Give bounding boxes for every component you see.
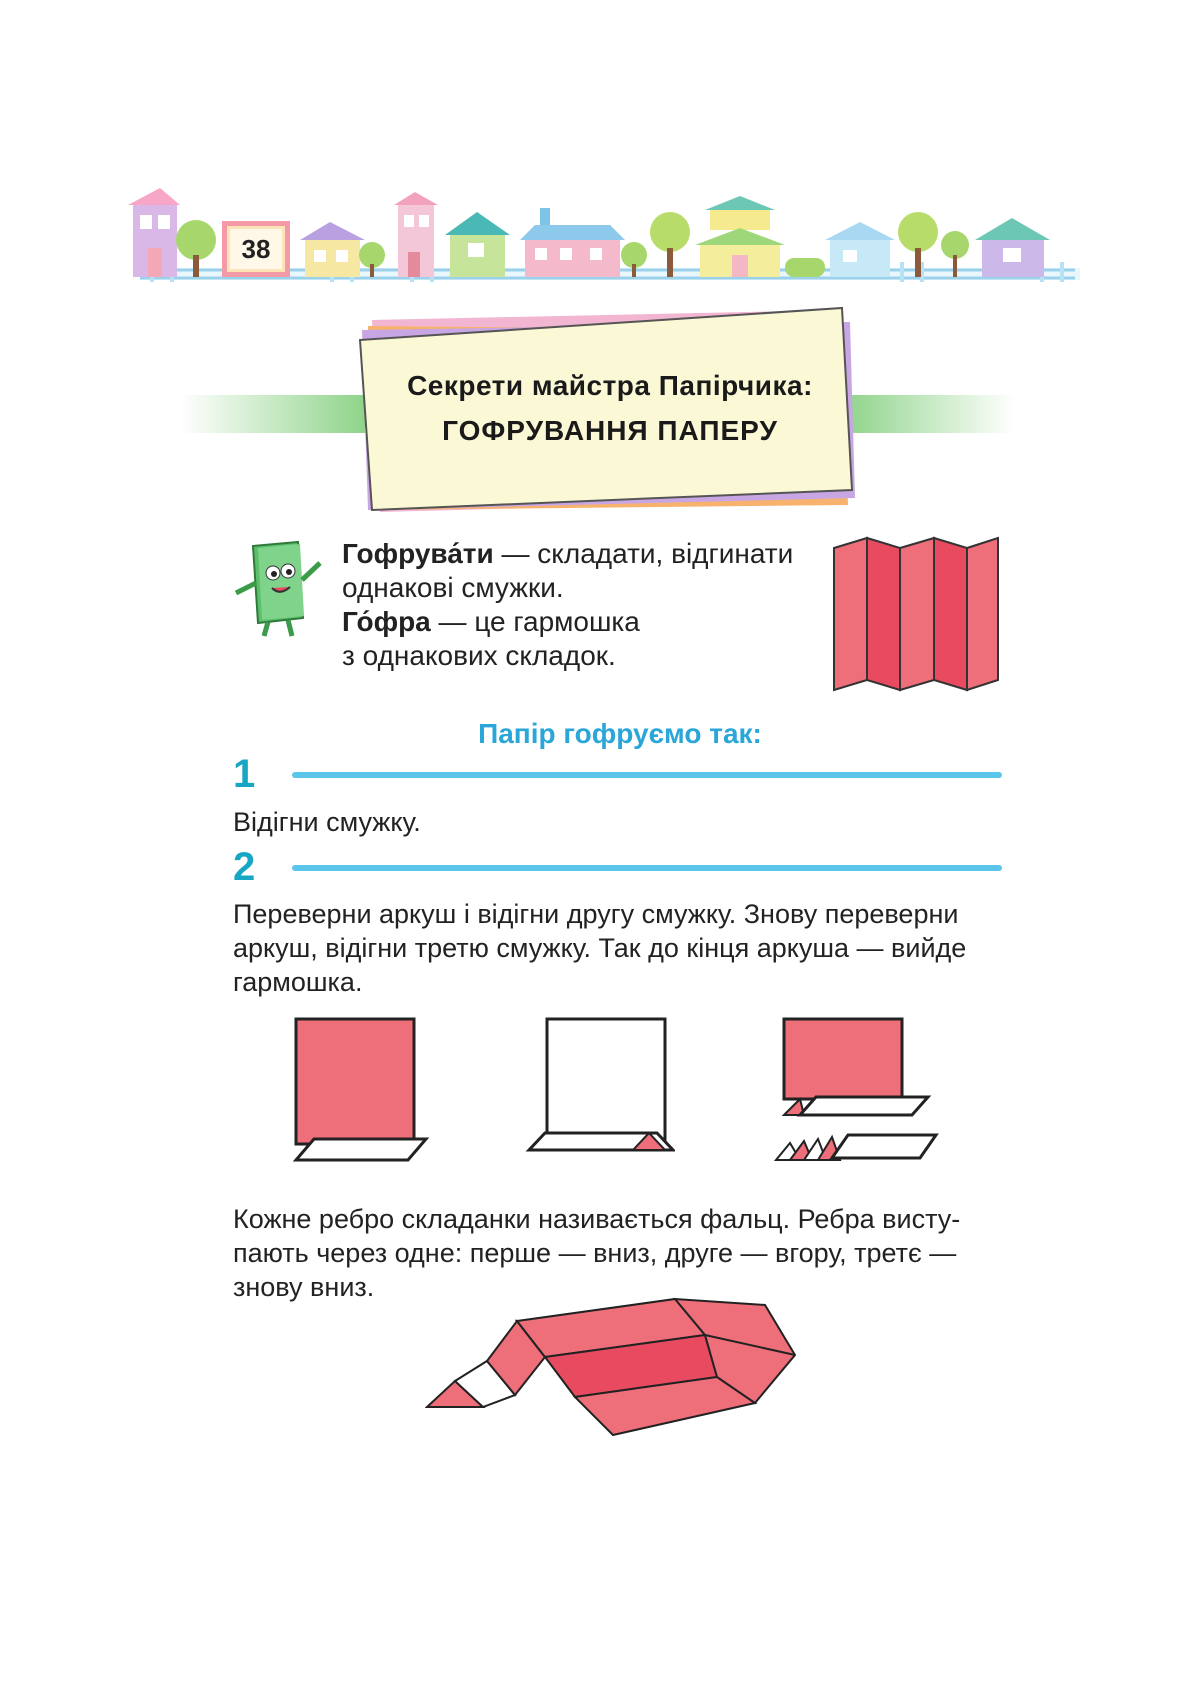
header-banner	[0, 0, 1190, 300]
title-line-2: ГОФРУВАННЯ ПАПЕРУ	[442, 415, 778, 446]
step-2-text-line-1: Переверни аркуш і відігни другу смужку. Знову переверни	[233, 899, 959, 929]
step-1-text: Відігни смужку.	[233, 807, 421, 837]
mascot-book-icon	[228, 538, 328, 638]
house-icon	[825, 222, 895, 277]
house-icon	[695, 196, 785, 277]
fold-step-a-illustration	[290, 1015, 440, 1170]
tree-icon	[650, 212, 690, 277]
house-icon	[445, 212, 510, 277]
house-icon	[975, 218, 1050, 277]
definition-1-line-2: однакові смужки.	[342, 572, 564, 603]
house-icon	[300, 222, 365, 277]
definition-2-line-1: Го́фра — це гармошка	[342, 606, 640, 637]
house-icon	[128, 188, 180, 277]
definition-1-line-1: Гофрува́ти — складати, відгинати	[342, 538, 794, 569]
step-2-rule	[292, 865, 1002, 871]
step-2-number: 2	[233, 845, 256, 889]
term-2: Го́фра	[342, 606, 431, 637]
pleated-paper-illustration	[425, 1295, 815, 1445]
title-line-1: Секрети майстра Папірчика:	[407, 370, 813, 401]
definition-2-line-2: з однакових складок.	[342, 640, 616, 671]
house-icon	[520, 208, 625, 277]
fold-step-c-illustration	[770, 1015, 945, 1170]
final-text-line-2: пають через одне: перше — вниз, друге — вгору, третє —	[233, 1238, 957, 1268]
page-number: 38	[222, 221, 290, 277]
step-2-text-line-2: аркуш, відігни третю смужку. Так до кінця аркуша — вийде	[233, 933, 967, 963]
step-2-text-line-3: гармошка.	[233, 967, 363, 997]
final-text-line-3: знову вниз.	[233, 1272, 375, 1302]
step-1-number: 1	[233, 752, 256, 796]
term-1: Гофрува́ти	[342, 538, 494, 569]
house-icon	[394, 192, 438, 277]
accordion-illustration	[832, 530, 1002, 695]
step-1-rule	[292, 772, 1002, 778]
section-heading: Папір гофруємо так:	[478, 718, 762, 749]
fold-step-b-illustration	[525, 1015, 675, 1170]
final-text-line-1: Кожне ребро складанки називається фальц. Ребра висту-	[233, 1204, 961, 1234]
